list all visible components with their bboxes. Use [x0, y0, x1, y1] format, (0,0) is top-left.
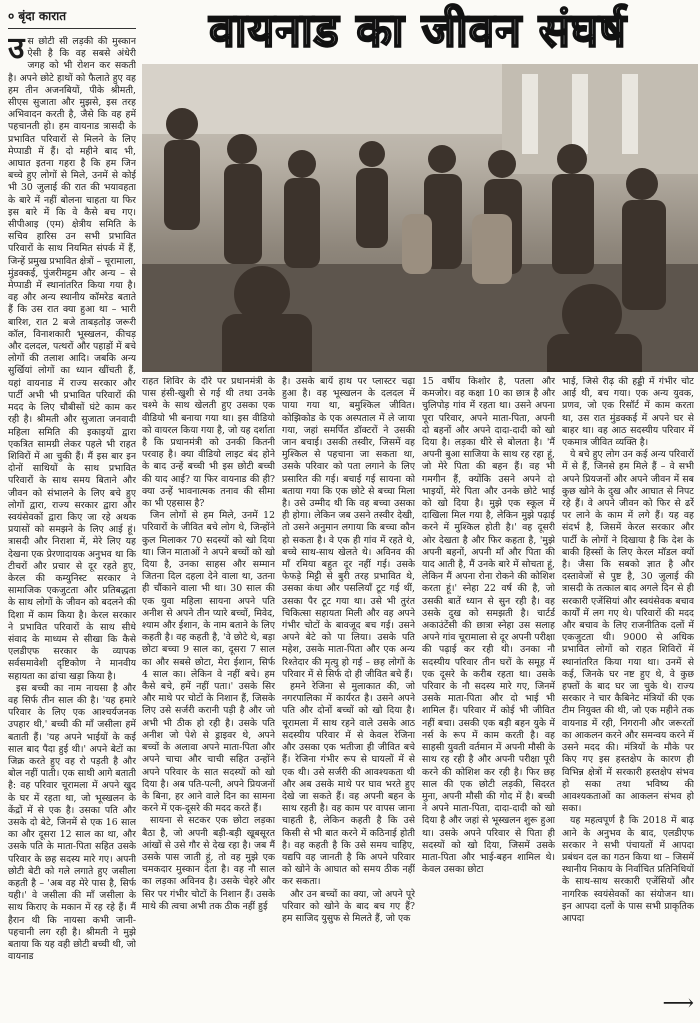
paragraph: सायना से सटकर एक छोटा लड़का बैठा है, जो अपनी बड़ी-बड़ी खूबसूरत आंखों से उसे गौर से देख रहा है। जब मैं उसके पास जाती हूं, तो वह मुझे एक चमकदार मुस्कान देता है। वह नौ साल का लड़का अविनव है। उसके चेहरे और सिर पर गंभीर चोटों के निशान हैं। उसके माथे की त्वचा अभी तक ठीक नहीं हुई: [142, 815, 275, 912]
photo-illustration: [142, 64, 698, 372]
paragraph: भाई, जिसे रीढ़ की हड्डी में गंभीर चोट आई थी, बच गया। एक अन्य युवक, प्रणव, जो एक रिसॉर्ट में काम करता था, उस रात मुंडक्कई में अपने घर से बाहर था। वह आठ सदस्यीय परिवार में एकमात्र जीवित व्यक्ति है।: [562, 376, 694, 449]
relief-camp-photo: [142, 64, 698, 372]
paragraph: स छोटी सी लड़की की मुस्कान ऐसी है कि वह सबसे अंधेरी जगह को भी रोशन कर सकती है। अपने छोटे हाथों को फैलाते हुए वह हम तीन अजनबियों, पीके श्रीमती, सीएस सुजाता और मुझसे, इस तरह अभिवादन करती है, जैसे कि वह हमें पहचानती हो। हम वायनाड त्रासदी के प्रभावित परिवारों से मिलने के लिए मेप्पाडी में हैं। दो महीने बाद भी, आघात इतना गहरा है कि हम जिन बच्चे हुए लोगों से मिले, उनमें से कोई भी 30 जुलाई की रात की भयावहता के बारे में नहीं बोलना चाहता या फिर इस बारे में कि वे कैसे बच गए। सीपीआइ (एम) क्षेत्रीय समिति के सचिव हारिस उन सभी प्रभावित परिवारों के साथ नियमित संपर्क में हैं, जिन्हें प्रमुख प्रभावित क्षेत्रों – चूरामाला, मुंडक्कई, पुंजरीमट्टम और अन्य – से मेप्पाडी में स्थानांतरित किया गया है। वह और अन्य स्थानीय कॉमरेड बताते हैं कि उस रात क्या हुआ था – भारी बारिश, रात 2 बजे ताबड़तोड़ जरूरी कॉल, विनाशकारी भूस्खलन, कीचड़ और दलदल, पत्थरों और पहाड़ों में बचे लोगों की तलाश आदि। जबकि अन्य सुर्खियां लोगों का ध्यान खींचती हैं, यहां वायनाड में राज्य सरकार और पार्टी अभी भी प्रभावित परिवारों की मदद के लिए चौबीसों घंटे काम कर रही है। श्रीमती और सुजाता जनवादी महिला समिति की इकाइयों द्वारा एकत्रित सामग्री लेकर पहले भी राहत शिविरों में आ चुकी हैं। मैं इस बार इन दोनों साथियों के साथ प्रभावित परिवारों के साथ समय बिताने और जीवन को संभालने के लिए बचे हुए लोगों द्वारा, राज्य सरकार द्वारा और स्वयंसेवकों द्वारा किए जा रहे अथक प्रयासों को समझने के लिए आई हूं। त्रासदी और निराशा में, मेरे लिए यह देखना एक प्रेरणादायक अनुभव था कि टीचरों और प्रचार से दूर रहते हुए, केरल की कम्युनिस्ट सरकार ने सामाजिक एकजुटता और प्रतिबद्धता के साथ लोगों के जीवन को बदलने की दिशा में काम किया है। केरल सरकार ने प्रभावित परिवारों के साथ सीधे संवाद के माध्यम से सीखा कि कैसे एलडीएफ सरकार के व्यापक सर्वसमावेशी दृष्टिकोण ने मानवीय सहायता का ढांचा खड़ा किया है।: [8, 36, 136, 682]
continued-arrow-icon: ⟶: [662, 991, 694, 1016]
article-column-5: [562, 376, 694, 990]
paragraph: ये बचे हुए लोग उन कई अन्य परिवारों में से हैं, जिनसे हम मिले हैं – वे सभी अपने प्रियजनों और अपने जीवन में सब कुछ खोने के दुख और आघात से निपट रहे हैं। वे अपने जीवन को फिर से ढर्रे पर लाने के काम में लगे हैं। यह वह संदर्भ है, जिसमें केरल सरकार और पार्टी के लोगों ने दिखाया है कि देश के बाकी हिस्सों के लिए केरल मॉडल क्यों है। जैसा कि सबको ज्ञात है और दस्तावेजों से पुष्ट है, 30 जुलाई की त्रासदी के तत्काल बाद अगले दिन से ही सरकारी एजेंसियां और स्वयंसेवक बचाव कार्यों में लग गए थे। परिवारों की मदद और बचाव के लिए राजनीतिक दलों में एकजुटता थी। 9000 से अधिक प्रभावित लोगों को राहत शिविरों में स्थानांतरित किया गया था। उनमें से कई, जिनके घर नष्ट हुए थे, वे कुछ हफ्तों के बाद घर जा चुके थे। राज्य सरकार ने चार कैबिनेट मंत्रियों की एक टीम नियुक्त की थी, जो एक महीने तक वायनाड में रही, निगरानी और जरूरतों का आकलन करने और समन्वय करने में उसने मदद की। मंत्रियों के मौके पर किए गए इस हस्तक्षेप के कारण ही विभिन्न क्षेत्रों में सरकारी हस्तक्षेप संभव हो सका तथा भविष्य की आवश्यकताओं का आकलन संभव हो सका।: [562, 449, 694, 815]
paragraph: जिन लोगों से हम मिले, उनमें 12 परिवारों के जीवित बचे लोग थे, जिन्होंने कुल मिलाकर 70 सदस्यों को खो दिया था। जिन माताओं ने अपने बच्चों को खो दिया है, उनका साहस और सम्मान जितना दिल दहला देने वाला था, उतना ही चौंकाने वाला भी था। 30 साल की एक युवा महिला सायना अपने पति अनीश से अपने तीन प्यारे बच्चों, मिवेद, श्याम और ईशान, के नाम बताने के लिए कहती है। वह कहती है, 'वे छोटे थे, बड़ा छोटा बच्चा 9 साल का, दूसरा 7 साल का और सबसे छोटा, मेरा ईशान, सिर्फ 4 साल का। लेकिन वे नहीं बचे। हम कैसे बचे, हमें नहीं पता।' उसके सिर और माथे पर चोटों के निशान हैं, जिसके लिए उसे सर्जरी करानी पड़ी है और जो अभी भी ठीक हो रही है। उसके पति अनीश जो पेशे से ड्राइवर थे, अपने बच्चों के अलावा अपने माता-पिता और अपने चाचा और चाची सहित उन्होंने अपने परिवार के सात सदस्यों को खो दिया है। अब पति-पत्नी, अपने प्रियजनों के बिना, हर आने वाले दिन का सामना करने में एक-दूसरे की मदद करते हैं।: [142, 510, 275, 815]
article-column-4: [422, 376, 555, 1016]
paragraph: इस बच्ची का नाम नायसा है और वह सिर्फ तीन साल की है। 'यह हमारे परिवार के लिए एक आश्चर्यजनक उपहार थी,' बच्ची की माँ जसीला हमें बताती हैं। 'यह अपने भाईयों के कई साल बाद पैदा हुई थी।' अपने बेटों का जिक्र करते हुए वह रो पड़ती है और बोल नहीं पाती। एक साथी आगे बताती है: वह परिवार चूरामला में अपने खुद के घर में रहता था, जो भूस्खलन के केंद्रों में से एक है। उसका पति और उसके दो बेटे, जिनमें से एक 16 साल का और दूसरा 12 साल का था, और उसके पति के माता-पिता सहित उसके परिवार के छह सदस्य मारे गए। अपनी छोटी बेटी को गले लगाते हुए जसीला कहती है – 'अब वह मेरे पास है, सिर्फ यही।' वे जसीला की माँ जसीला के साथ किराए के मकान में रह रहे हैं। मैं हैरान थी कि नायसा कभी जानी-पहचानी लग रही है। श्रीमती ने मुझे बताया कि यह वही छोटी बच्ची थी, जो वायनाड: [8, 682, 136, 963]
byline: ० बृंदा कारात: [8, 6, 136, 29]
paragraph: है। उसके बायें हाथ पर प्लास्टर चढ़ा हुआ है। वह भूस्खलन के दलदल में पाया गया था, बमुश्किल जीवित। कोझिकोड के एक अस्पताल में ले जाया गया, जहां समर्पित डॉक्टरों ने उसकी जान बचाई। उसकी तस्वीर, जिसमें वह मुश्किल से पहचाना जा सकता था, उसके परिवार को पता लगाने के लिए प्रसारित की गई। बचाई गई सायना को बताया गया कि एक छोटे से बच्चा मिला है। उसे उम्मीद थी कि वह बच्चा उसका ही होगा। लेकिन जब उसने तस्वीर देखी, तो उसने अनुमान लगाया कि बच्चा कौन हो सकता है। वे एक ही गांव में रहते थे, बच्चे साथ-साथ खेलते थे। अविनव की माँ रमिया बहुत दूर नहीं गई। उसके फेफड़े मिट्टी से बुरी तरह प्रभावित थे, उसका कंधा और पसलियाँ टूट गई थीं, उसका पैर टूट गया था। उसे भी तुरंत चिकित्सा सहायता मिली और वह अपने गंभीर चोटों के बावजूद बच गई। उसने अपने बेटे को पा लिया। उसके पति महेश, उसके माता-पिता और एक अन्य रिश्तेदार की मृत्यु हो गई – छह लोगों के परिवार में से सिर्फ दो ही जीवित बचे हैं।: [282, 376, 415, 680]
paragraph: और उन बच्चों का क्या, जो अपने पूरे परिवार को खोने के बाद बच गए हैं? हम साजिद युसुफ से मिलते हैं, जो एक: [282, 888, 415, 924]
article-column-1: [8, 36, 136, 1016]
drop-cap: उ: [8, 36, 25, 66]
headline: वायनाड का जीवन संघर्ष: [209, 3, 627, 57]
paragraph: हमने रेजिना से मुलाकात की, जो नगरपालिका में कार्यरत है। उसने अपने पति और दोनों बच्चों को खो दिया है। चूरामला में साथ रहने वाले उसके आठ सदस्यीय परिवार में से केवल रेजिना और उसका एक भतीजा ही जीवित बचे हैं। रेजिना गंभीर रूप से घायलों में से एक थी। उसे सर्जरी की आवश्यकता थी और अब उसके माथे पर घाव भरते हुए देखे जा सकते हैं। वह अपनी बहन के साथ रहती है। वह काम पर वापस जाना चाहती है, लेकिन कहती है कि उसे किसी से भी बात करने में कठिनाई होती है। वह कहती है कि उसे समय चाहिए, यद्यपि वह जानती है कि अपने परिवार को खोने के आघात को समय ठीक नहीं कर सकता।: [282, 681, 415, 888]
article-column-3: [282, 376, 415, 1016]
paragraph: 15 वर्षीय किशोर है, पतला और कमजोर। वह कक्षा 10 का छात्र है और चुलिपोड़ गांव में रहता था। उसने अपना पूरा परिवार, अपने माता-पिता, अपनी दो बहनों और अपने दादा-दादी को खो दिया है। लड़का धीरे से बोलता है। 'मैं अपनी बुआ साजिया के साथ रह रहा हूं, जो मेरे पिता की बहन हैं। वह भी गमगीन हैं, क्योंकि उसने अपने दो भाइयों, मेरे पिता और उनके छोटे भाई को खो दिया है। मुझे एक स्कूल में दाखिला मिल गया है, लेकिन मुझे पढ़ाई करने में मुश्किल होती है।' वह दूसरी ओर देखता है और फिर कहता है, 'मुझे अपनी बहनों, अपनी माँ और पिता की याद आती है, मैं उनके बारे में सोचता हूं, लेकिन मैं अपना रोना रोकने की कोशिश करता हूं।' स्नेहा 22 वर्ष की है, जो उसकी बातें ध्यान से सुन रही है। वह उसके दुख को समझती है। चार्टर्ड अकाउंटेंसी की छात्रा स्नेहा उस सलाह अपने गांव चूरामाला से दूर अपनी परीक्षा की पढ़ाई कर रही थी। उनका नौ सदस्यीय परिवार तीन घरों के समूह में एक दूसरे के करीब रहता था। उसके परिवार के नौ सदस्य मारे गए, जिनमें उसके माता-पिता और दो भाई भी शामिल हैं। परिवार में कोई भी जीवित नहीं बचा। उसकी एक बड़ी बहन युके में नर्स के रूप में काम करती है। वह साहसी युवती वर्तमान में अपनी मौसी के साथ रह रही है और अपनी परीक्षा पूरी करने की कोशिश कर रही है। फिर छह साल की एक छोटी लड़की, सिदरत मुना, अपनी मौसी की गोद में है। बच्ची ने अपने माता-पिता, दादा-दादी को खो दिया है और जहां से भूस्खलन शुरू हुआ था। उसके अपने परिवार से पिता ही सदस्यों को खो दिया, जिसमें उसके माता-पिता और भाई-बहन शामिल थे। केवल उसका छोटा: [422, 376, 555, 876]
paragraph: राहत शिविर के दौरे पर प्रधानमंत्री के पास हंसी-खुशी से गई थी तथा उनके चश्मे के साथ खेलती हुए उसका एक वीडियो भी बनाया गया था। इस वीडियो को वायरल किया गया है, जो यह दर्शाता है कि प्रधानमंत्री को उनकी कितनी परवाह है। क्या वीडियो लाइट बंद होने के बाद उन्हें बच्ची भी इस छोटी बच्ची की याद आई? या फिर वायनाड की ही? क्या उन्हें भावनात्मक तनाव की सीमा का भी एहसास है?: [142, 376, 275, 510]
article-column-2: [142, 376, 275, 1016]
paragraph: यह महत्वपूर्ण है कि 2018 में बाढ़ आने के अनुभव के बाद, एलडीएफ सरकार ने सभी पंचायतों में आपदा प्रबंधन दल का गठन किया था – जिसमें स्थानीय निकाय के निर्वाचित प्रतिनिधियों के साथ-साथ सरकारी एजेंसियों और नागरिक स्वयंसेवकों का संयोजन था। इन आपदा दलों के पास सभी प्राकृतिक आपदा: [562, 815, 694, 924]
